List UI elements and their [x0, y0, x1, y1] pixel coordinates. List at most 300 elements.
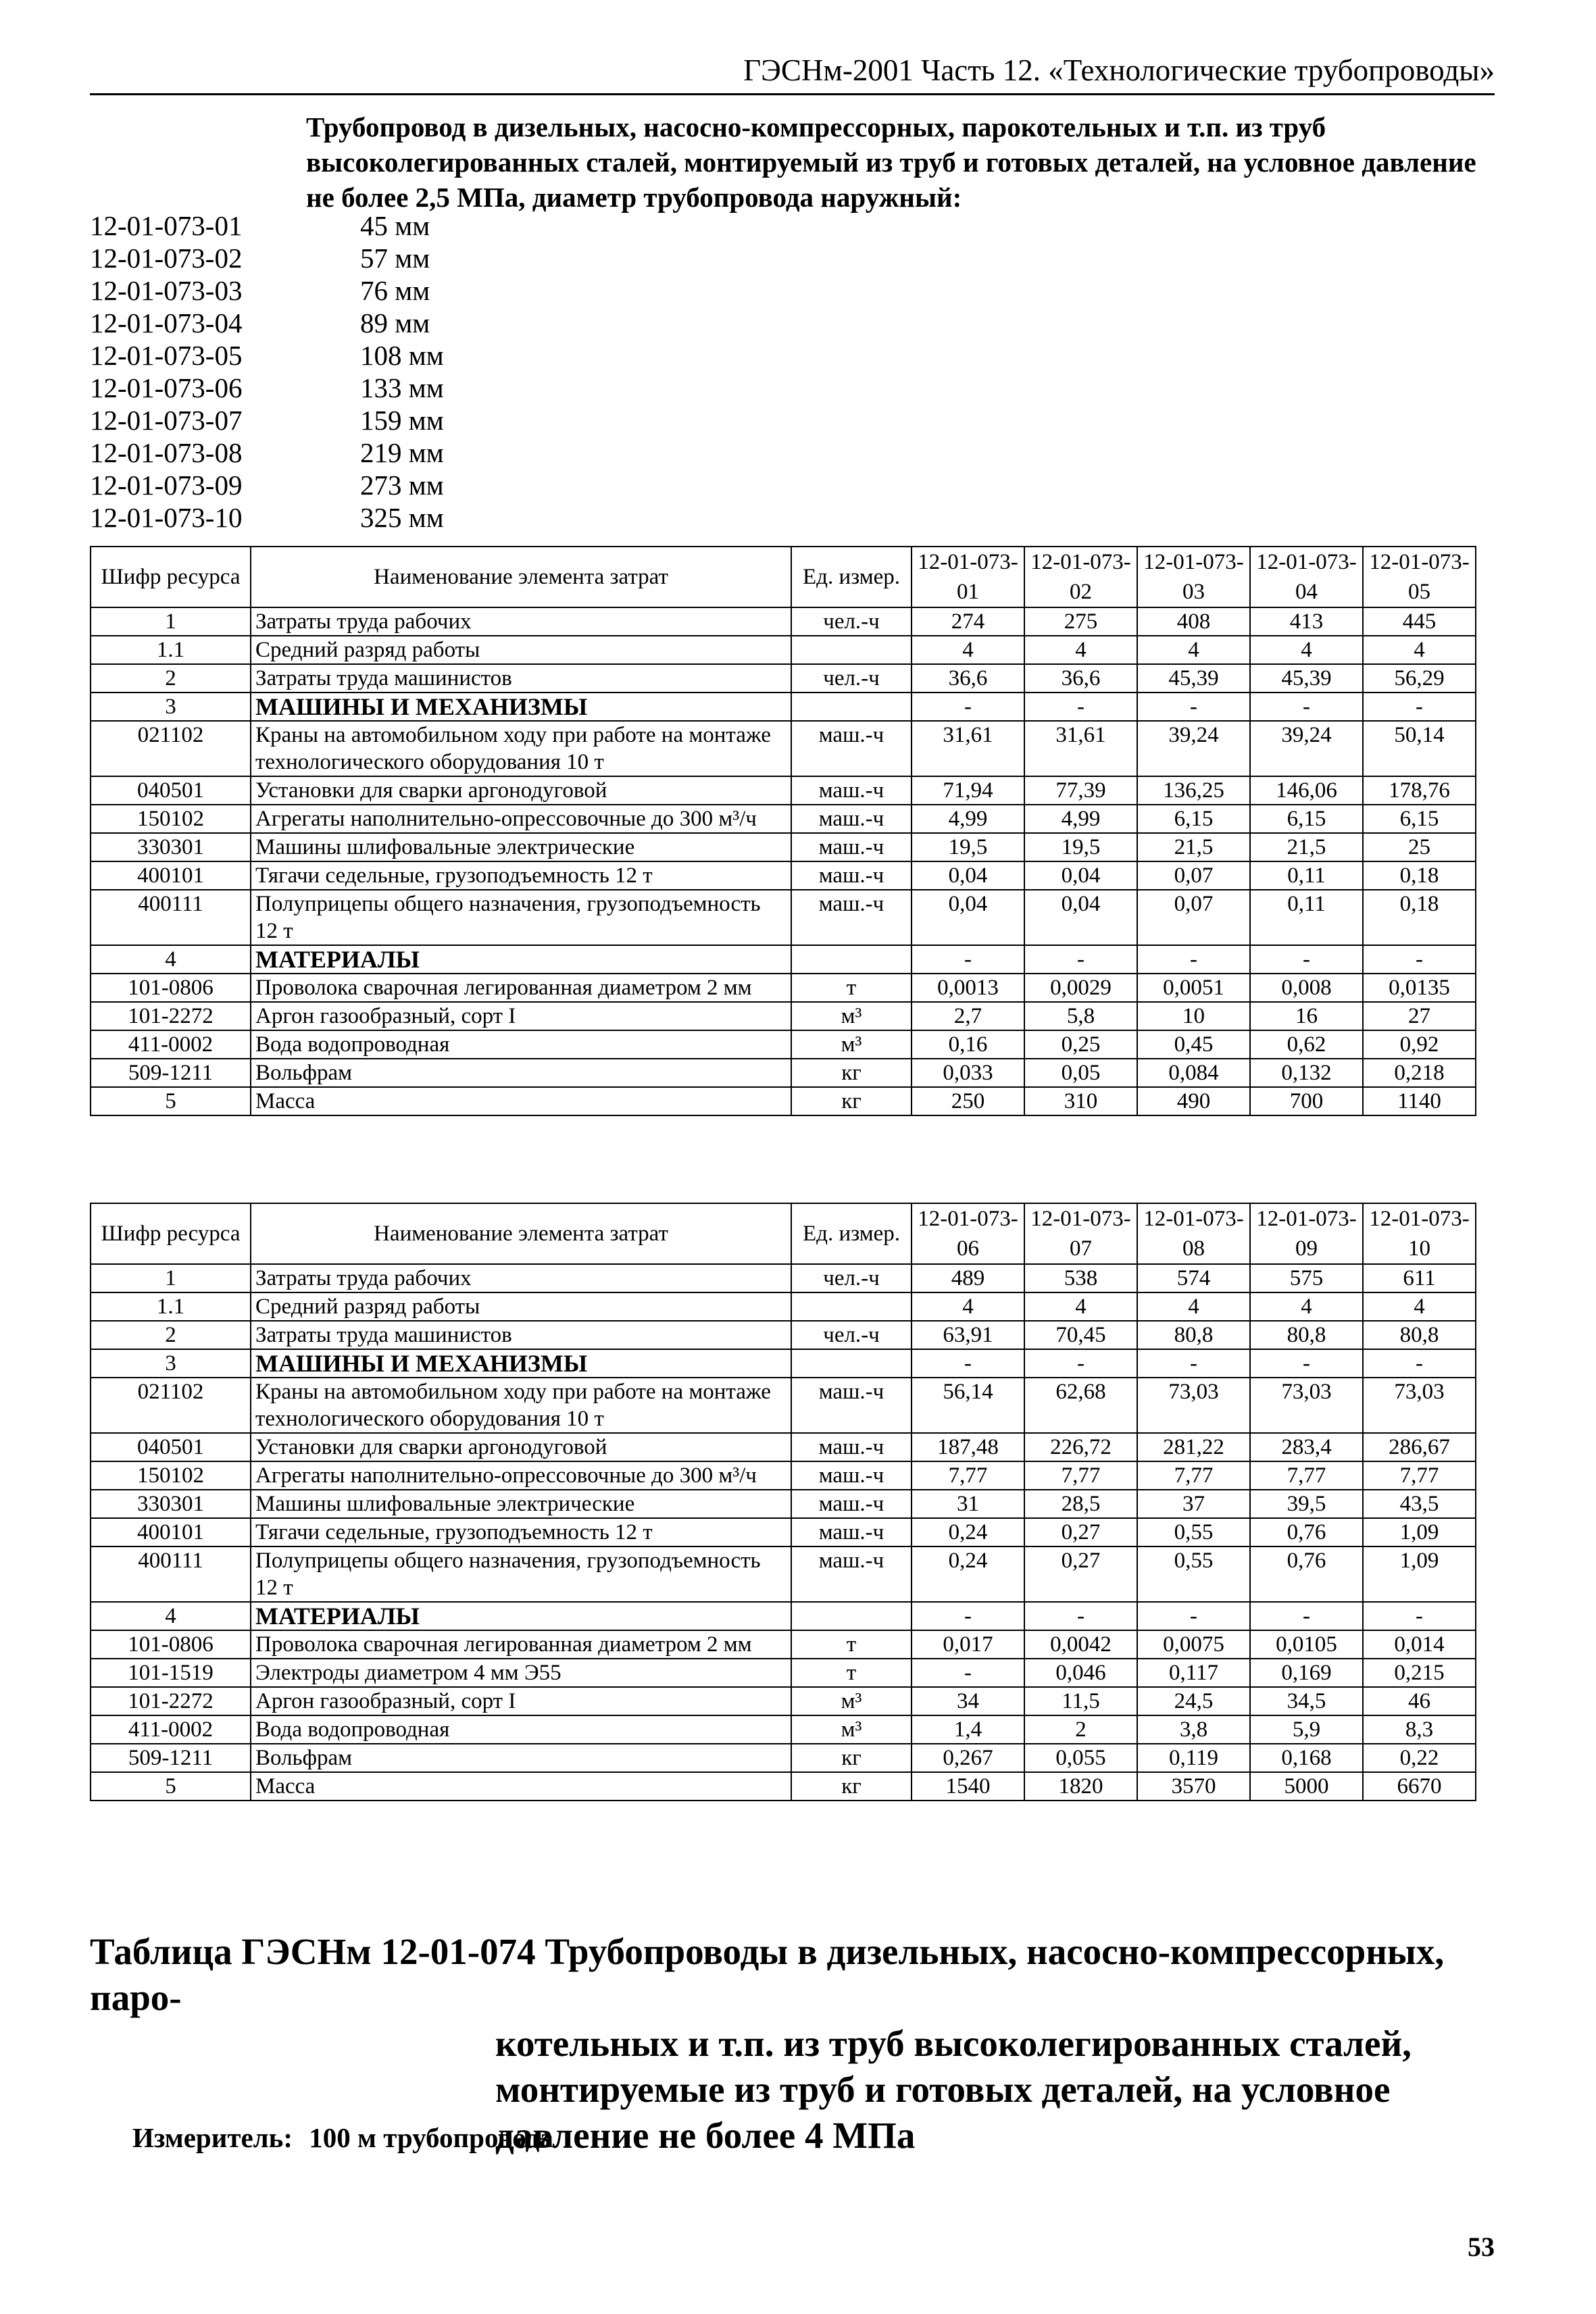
cell-value: 1820	[1024, 1772, 1137, 1801]
cell-value: 39,5	[1250, 1490, 1363, 1518]
cell-value: 37	[1137, 1490, 1250, 1518]
cell-value: 56,29	[1363, 664, 1476, 693]
table-row	[91, 636, 1476, 664]
col-code-header: 12-01-073-02	[1024, 547, 1137, 607]
cell-unit: кг	[791, 1059, 912, 1087]
section-intro: Трубопровод в дизельных, насосно-компрессорных, парокотельных и т.п. из труб высоколегированных сталей, монтируемый из труб и готовых деталей, на условное давление не более 2,5 МПа, диаметр трубопровода наружный:	[306, 111, 1476, 213]
table-header-row	[91, 1203, 1476, 1264]
cell-name: Вольфрам	[251, 1059, 791, 1087]
cell-unit: маш.-ч	[791, 1490, 912, 1518]
col-code-header: Шифр ресурса	[91, 1203, 251, 1264]
table-row	[91, 1321, 1476, 1349]
cell-value: -	[1250, 1602, 1363, 1630]
code-list	[90, 209, 444, 534]
cell-value: 3570	[1137, 1772, 1250, 1801]
code-list-size: 133 мм	[360, 372, 444, 403]
code-list-size: 159 мм	[360, 405, 444, 436]
cell-unit: т	[791, 1659, 912, 1687]
cell-value: 10	[1137, 1002, 1250, 1030]
cell-name: Вода водопроводная	[251, 1715, 791, 1744]
cell-value: 275	[1024, 607, 1137, 636]
cell-value: 445	[1363, 607, 1476, 636]
cell-value: 0,169	[1250, 1659, 1363, 1687]
cell-code: 1.1	[91, 636, 251, 664]
cell-value: 39,24	[1250, 721, 1363, 776]
cell-name: Электроды диаметром 4 мм Э55	[251, 1659, 791, 1687]
cell-value: 1,09	[1363, 1546, 1476, 1602]
cell-code: 5	[91, 1772, 251, 1801]
table-row	[91, 805, 1476, 833]
cell-name: Проволока сварочная легированная диаметром 2 мм	[251, 1630, 791, 1659]
cell-value: 1140	[1363, 1087, 1476, 1115]
cell-value: 4	[1363, 1292, 1476, 1321]
cell-unit	[791, 945, 912, 974]
col-code-header: 12-01-073-03	[1137, 547, 1250, 607]
table-row	[91, 1433, 1476, 1461]
cell-value: -	[1363, 1349, 1476, 1378]
cell-value: 50,14	[1363, 721, 1476, 776]
cell-value: -	[1137, 945, 1250, 974]
cell-value: 36,6	[1024, 664, 1137, 693]
cell-value: 0,017	[912, 1630, 1024, 1659]
cell-code: 1	[91, 1264, 251, 1292]
code-list-item	[90, 209, 444, 242]
cell-code: 3	[91, 1349, 251, 1378]
cell-code: 1	[91, 607, 251, 636]
cell-value: 46	[1363, 1687, 1476, 1715]
cell-value: 7,77	[912, 1461, 1024, 1490]
cell-name: Краны на автомобильном ходу при работе на монтаже технологического оборудования 10 т	[251, 721, 791, 776]
cell-value: -	[912, 1349, 1024, 1378]
code-list-code: 12-01-073-03	[90, 275, 243, 306]
cell-unit: маш.-ч	[791, 1461, 912, 1490]
cell-unit: чел.-ч	[791, 664, 912, 693]
cell-value: 0,0075	[1137, 1630, 1250, 1659]
table-row	[91, 1030, 1476, 1059]
cell-value: -	[912, 945, 1024, 974]
table-title-tail: котельных и т.п. из труб высоколегированных сталей, монтируемые из труб и готовых деталей, на условное давление не более 4 МПа	[495, 2023, 1412, 2156]
cell-value: 0,215	[1363, 1659, 1476, 1687]
cell-name: Затраты труда рабочих	[251, 1264, 791, 1292]
cell-value: 73,03	[1137, 1378, 1250, 1433]
cell-value: 71,94	[912, 776, 1024, 805]
cell-name: МАШИНЫ И МЕХАНИЗМЫ	[251, 1349, 791, 1378]
cell-value: 0,218	[1363, 1059, 1476, 1087]
cell-value: 4	[1250, 1292, 1363, 1321]
cell-value: 611	[1363, 1264, 1476, 1292]
cell-value: 0,0051	[1137, 974, 1250, 1002]
table-row	[91, 1490, 1476, 1518]
code-list-item	[90, 274, 444, 307]
cell-code: 021102	[91, 721, 251, 776]
cell-name: Масса	[251, 1087, 791, 1115]
cell-name: Тягачи седельные, грузоподъемность 12 т	[251, 861, 791, 890]
col-code-header: 12-01-073-04	[1250, 547, 1363, 607]
cell-code: 101-0806	[91, 974, 251, 1002]
cell-value: 0,76	[1250, 1518, 1363, 1546]
cell-value: 310	[1024, 1087, 1137, 1115]
cell-value: 0,05	[1024, 1059, 1137, 1087]
measure-value: 100 м трубопровода	[309, 2122, 553, 2153]
cell-unit: маш.-ч	[791, 1378, 912, 1433]
cell-value: 286,67	[1363, 1433, 1476, 1461]
cell-value: 63,91	[912, 1321, 1024, 1349]
code-list-item	[90, 469, 444, 501]
cell-value: -	[1250, 693, 1363, 721]
cell-unit: м³	[791, 1715, 912, 1744]
cell-name: Аргон газообразный, сорт I	[251, 1002, 791, 1030]
cell-value: 45,39	[1250, 664, 1363, 693]
code-list-code: 12-01-073-02	[90, 243, 243, 274]
col-unit-header: Ед. измер.	[791, 1203, 912, 1264]
table-row	[91, 1059, 1476, 1087]
cell-name: Затраты труда рабочих	[251, 607, 791, 636]
cell-unit: т	[791, 1630, 912, 1659]
cell-unit: маш.-ч	[791, 1518, 912, 1546]
table-row	[91, 974, 1476, 1002]
table-row	[91, 1087, 1476, 1115]
cell-unit	[791, 1292, 912, 1321]
code-list-size: 76 мм	[360, 275, 430, 306]
cell-code: 2	[91, 1321, 251, 1349]
cell-value: 7,77	[1363, 1461, 1476, 1490]
cell-value: 490	[1137, 1087, 1250, 1115]
cell-code: 4	[91, 945, 251, 974]
cell-value: 250	[912, 1087, 1024, 1115]
cell-value: 2,7	[912, 1002, 1024, 1030]
cell-value: 146,06	[1250, 776, 1363, 805]
cell-name: Аргон газообразный, сорт I	[251, 1687, 791, 1715]
code-list-size: 325 мм	[360, 502, 444, 533]
cell-code: 4	[91, 1602, 251, 1630]
table-row	[91, 1292, 1476, 1321]
code-list-code: 12-01-073-09	[90, 470, 243, 501]
cell-name: Машины шлифовальные электрические	[251, 833, 791, 861]
cell-value: 0,0042	[1024, 1630, 1137, 1659]
cell-value: 0,033	[912, 1059, 1024, 1087]
cell-value: 6670	[1363, 1772, 1476, 1801]
table-title-head: Таблица ГЭСНм 12-01-074 Трубопроводы в дизельных, насосно-компрессорных, паро-	[90, 1931, 1445, 2018]
cell-value: 5,8	[1024, 1002, 1137, 1030]
cell-value: 0,04	[1024, 861, 1137, 890]
table-row	[91, 890, 1476, 945]
cell-value: 0,046	[1024, 1659, 1137, 1687]
cell-value: 7,77	[1137, 1461, 1250, 1490]
table-row	[91, 1461, 1476, 1490]
cell-name: Средний разряд работы	[251, 1292, 791, 1321]
cell-value: 31,61	[912, 721, 1024, 776]
code-list-item	[90, 307, 444, 339]
cell-value: -	[1024, 693, 1137, 721]
cell-name: Затраты труда машинистов	[251, 1321, 791, 1349]
cell-value: 575	[1250, 1264, 1363, 1292]
cell-code: 040501	[91, 1433, 251, 1461]
cell-code: 400111	[91, 1546, 251, 1602]
cell-value: 21,5	[1250, 833, 1363, 861]
cell-name: Средний разряд работы	[251, 636, 791, 664]
col-code-header: 12-01-073-06	[912, 1203, 1024, 1264]
cell-value: 0,267	[912, 1744, 1024, 1772]
cell-value: 80,8	[1363, 1321, 1476, 1349]
cell-unit: маш.-ч	[791, 1546, 912, 1602]
cell-value: 80,8	[1137, 1321, 1250, 1349]
cell-value: 0,117	[1137, 1659, 1250, 1687]
cell-value: 0,76	[1250, 1546, 1363, 1602]
cell-code: 400101	[91, 861, 251, 890]
col-code-header: 12-01-073-05	[1363, 547, 1476, 607]
measure-unit	[132, 2121, 553, 2154]
code-list-item	[90, 436, 444, 469]
code-list-size: 45 мм	[360, 210, 430, 241]
cell-value: 0,04	[912, 861, 1024, 890]
cell-value: 70,45	[1024, 1321, 1137, 1349]
col-name-header: Наименование элемента затрат	[251, 1203, 791, 1264]
cell-value: 0,07	[1137, 861, 1250, 890]
table-row	[91, 1002, 1476, 1030]
cell-value: 0,04	[1024, 890, 1137, 945]
cell-value: 0,27	[1024, 1546, 1137, 1602]
cell-unit: маш.-ч	[791, 805, 912, 833]
table-row	[91, 1659, 1476, 1687]
cell-unit: чел.-ч	[791, 1321, 912, 1349]
cell-value: -	[1137, 693, 1250, 721]
cell-code: 1.1	[91, 1292, 251, 1321]
cell-value: 408	[1137, 607, 1250, 636]
cell-value: 6,15	[1137, 805, 1250, 833]
col-code-header: 12-01-073-07	[1024, 1203, 1137, 1264]
code-list-item	[90, 242, 444, 274]
cell-value: 39,24	[1137, 721, 1250, 776]
cell-name: Полуприцепы общего назначения, грузоподъемность 12 т	[251, 890, 791, 945]
cell-value: 0,18	[1363, 861, 1476, 890]
cell-name: Агрегаты наполнительно-опрессовочные до 300 м³/ч	[251, 1461, 791, 1490]
cell-name: Тягачи седельные, грузоподъемность 12 т	[251, 1518, 791, 1546]
cell-value: 574	[1137, 1264, 1250, 1292]
cell-value: 178,76	[1363, 776, 1476, 805]
cell-unit	[791, 636, 912, 664]
table-row	[91, 1378, 1476, 1433]
cell-value: 283,4	[1250, 1433, 1363, 1461]
cell-code: 021102	[91, 1378, 251, 1433]
cell-value: 0,055	[1024, 1744, 1137, 1772]
table-row	[91, 693, 1476, 721]
table-row	[91, 1687, 1476, 1715]
cell-value: 62,68	[1024, 1378, 1137, 1433]
cell-value: 0,132	[1250, 1059, 1363, 1087]
running-header: ГЭСНм-2001 Часть 12. «Технологические трубопроводы»	[90, 53, 1495, 95]
cell-value: 0,55	[1137, 1546, 1250, 1602]
cell-code: 509-1211	[91, 1744, 251, 1772]
table-row	[91, 776, 1476, 805]
table-row	[91, 1349, 1476, 1378]
cell-unit: маш.-ч	[791, 776, 912, 805]
cell-value: 0,11	[1250, 861, 1363, 890]
cell-unit: кг	[791, 1744, 912, 1772]
cell-value: -	[1250, 1349, 1363, 1378]
cell-code: 5	[91, 1087, 251, 1115]
code-list-size: 57 мм	[360, 243, 430, 274]
cell-value: 0,168	[1250, 1744, 1363, 1772]
table-row	[91, 833, 1476, 861]
cell-unit: кг	[791, 1087, 912, 1115]
cell-value: 4,99	[1024, 805, 1137, 833]
cell-code: 101-1519	[91, 1659, 251, 1687]
cell-code: 400111	[91, 890, 251, 945]
page-number: 53	[1468, 2232, 1495, 2262]
cell-name: Установки для сварки аргонодуговой	[251, 776, 791, 805]
cell-value: 6,15	[1250, 805, 1363, 833]
cell-value: 0,22	[1363, 1744, 1476, 1772]
cell-value: -	[1024, 1602, 1137, 1630]
cell-value: 8,3	[1363, 1715, 1476, 1744]
cell-unit: кг	[791, 1772, 912, 1801]
cell-value: 80,8	[1250, 1321, 1363, 1349]
estimate-table-1	[90, 546, 1476, 1116]
cell-value: 4	[1137, 636, 1250, 664]
cell-code: 101-0806	[91, 1630, 251, 1659]
cell-value: 16	[1250, 1002, 1363, 1030]
cell-value: 0,0105	[1250, 1630, 1363, 1659]
code-list-code: 12-01-073-05	[90, 340, 243, 371]
cell-value: 7,77	[1024, 1461, 1137, 1490]
cell-code: 150102	[91, 1461, 251, 1490]
cell-value: 45,39	[1137, 664, 1250, 693]
cell-unit: т	[791, 974, 912, 1002]
code-list-size: 219 мм	[360, 437, 444, 468]
cell-value: 0,0135	[1363, 974, 1476, 1002]
cell-unit: м³	[791, 1030, 912, 1059]
cell-value: 7,77	[1250, 1461, 1363, 1490]
cell-value: -	[912, 1659, 1024, 1687]
code-list-item	[90, 501, 444, 534]
code-list-size: 108 мм	[360, 340, 444, 371]
cell-value: 4	[1137, 1292, 1250, 1321]
cell-unit: маш.-ч	[791, 861, 912, 890]
cell-code: 101-2272	[91, 1687, 251, 1715]
cell-value: 0,119	[1137, 1744, 1250, 1772]
cell-value: 0,24	[912, 1546, 1024, 1602]
cell-value: 4	[912, 1292, 1024, 1321]
cell-value: 6,15	[1363, 805, 1476, 833]
table-row	[91, 1630, 1476, 1659]
cell-value: 31,61	[1024, 721, 1137, 776]
cell-code: 509-1211	[91, 1059, 251, 1087]
table-row	[91, 721, 1476, 776]
cell-value: -	[1024, 945, 1137, 974]
cell-value: -	[1363, 1602, 1476, 1630]
table-row	[91, 1772, 1476, 1801]
cell-unit	[791, 1602, 912, 1630]
cell-value: 4	[1250, 636, 1363, 664]
cell-unit	[791, 1349, 912, 1378]
cell-name: Затраты труда машинистов	[251, 664, 791, 693]
table-row	[91, 1518, 1476, 1546]
cell-value: 538	[1024, 1264, 1137, 1292]
cell-name: Машины шлифовальные электрические	[251, 1490, 791, 1518]
code-list-code: 12-01-073-08	[90, 437, 243, 468]
cell-value: 0,16	[912, 1030, 1024, 1059]
col-name-header: Наименование элемента затрат	[251, 547, 791, 607]
cell-value: 1,09	[1363, 1518, 1476, 1546]
code-list-size: 273 мм	[360, 470, 444, 501]
cell-value: 0,008	[1250, 974, 1363, 1002]
cell-value: 0,014	[1363, 1630, 1476, 1659]
cell-code: 411-0002	[91, 1715, 251, 1744]
cell-code: 330301	[91, 833, 251, 861]
cell-unit: м³	[791, 1002, 912, 1030]
cell-unit: маш.-ч	[791, 721, 912, 776]
col-unit-header: Ед. измер.	[791, 547, 912, 607]
cell-name: Масса	[251, 1772, 791, 1801]
measure-label: Измеритель:	[132, 2122, 293, 2153]
code-list-code: 12-01-073-01	[90, 210, 243, 241]
code-list-code: 12-01-073-04	[90, 307, 243, 338]
cell-value: 700	[1250, 1087, 1363, 1115]
cell-value: 4	[1024, 636, 1137, 664]
code-list-item	[90, 372, 444, 404]
cell-unit: маш.-ч	[791, 890, 912, 945]
cell-code: 330301	[91, 1490, 251, 1518]
table-row	[91, 607, 1476, 636]
cell-value: 0,25	[1024, 1030, 1137, 1059]
cell-value: 73,03	[1250, 1378, 1363, 1433]
cell-value: -	[1250, 945, 1363, 974]
table-row	[91, 1546, 1476, 1602]
code-list-code: 12-01-073-06	[90, 372, 243, 403]
cell-value: 4,99	[912, 805, 1024, 833]
cell-value: 36,6	[912, 664, 1024, 693]
code-list-size: 89 мм	[360, 307, 430, 338]
cell-value: -	[1024, 1349, 1137, 1378]
cell-value: 25	[1363, 833, 1476, 861]
col-code-header: 12-01-073-08	[1137, 1203, 1250, 1264]
cell-name: Установки для сварки аргонодуговой	[251, 1433, 791, 1461]
cell-value: 4	[1024, 1292, 1137, 1321]
cell-code: 3	[91, 693, 251, 721]
table-row	[91, 1264, 1476, 1292]
table-row	[91, 1744, 1476, 1772]
cell-unit	[791, 693, 912, 721]
cell-code: 400101	[91, 1518, 251, 1546]
cell-unit: маш.-ч	[791, 1433, 912, 1461]
cell-value: 0,27	[1024, 1518, 1137, 1546]
cell-unit: м³	[791, 1687, 912, 1715]
col-code-header: 12-01-073-09	[1250, 1203, 1363, 1264]
cell-value: -	[1137, 1349, 1250, 1378]
cell-name: Краны на автомобильном ходу при работе на монтаже технологического оборудования 10 т	[251, 1378, 791, 1433]
cell-value: -	[1363, 945, 1476, 974]
cell-value: 2	[1024, 1715, 1137, 1744]
cell-value: 0,45	[1137, 1030, 1250, 1059]
cell-value: 77,39	[1024, 776, 1137, 805]
cell-unit: маш.-ч	[791, 833, 912, 861]
cell-value: 28,5	[1024, 1490, 1137, 1518]
cell-value: 34,5	[1250, 1687, 1363, 1715]
cell-code: 101-2272	[91, 1002, 251, 1030]
cell-value: 73,03	[1363, 1378, 1476, 1433]
cell-value: 5000	[1250, 1772, 1363, 1801]
cell-value: 21,5	[1137, 833, 1250, 861]
cell-value: 187,48	[912, 1433, 1024, 1461]
cell-value: 11,5	[1024, 1687, 1137, 1715]
col-code-header: Шифр ресурса	[91, 547, 251, 607]
cell-value: 56,14	[912, 1378, 1024, 1433]
cell-value: 0,24	[912, 1518, 1024, 1546]
cell-name: Вода водопроводная	[251, 1030, 791, 1059]
cell-name: МАТЕРИАЛЫ	[251, 945, 791, 974]
cell-code: 150102	[91, 805, 251, 833]
cell-name: Проволока сварочная легированная диаметром 2 мм	[251, 974, 791, 1002]
